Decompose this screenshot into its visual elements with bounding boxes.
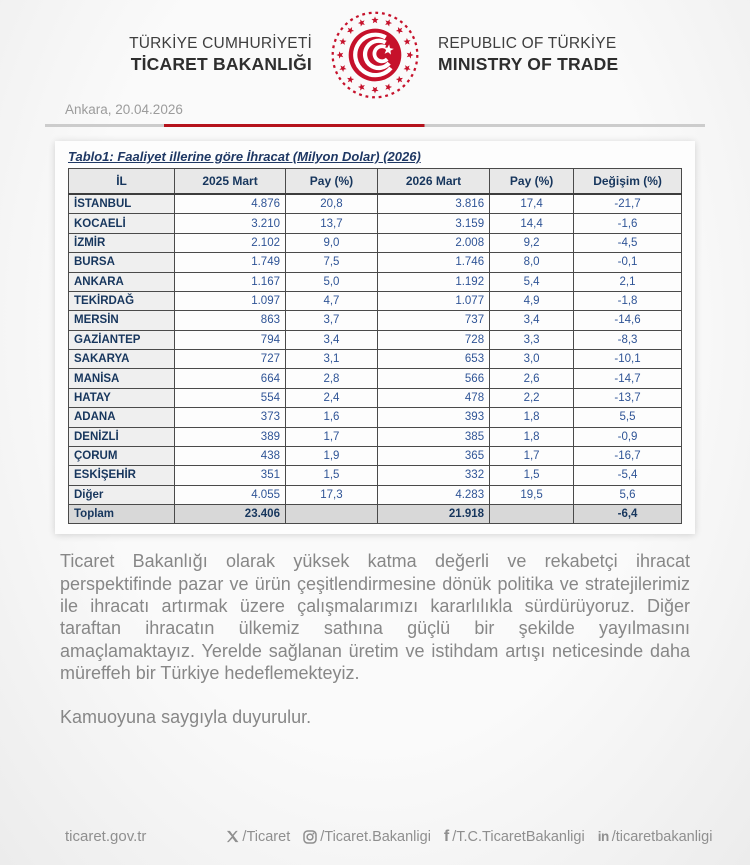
cell-2026-share: 4,9 [490,291,574,310]
cell-2026-share: 19,5 [490,485,574,504]
social-link-linkedin[interactable] [598,829,713,845]
cell-2025-share: 3,7 [285,311,377,330]
table-row [69,272,682,291]
col-header-il: İL [69,169,175,195]
cell-2026-value: 4.283 [377,485,489,504]
cell-2026-value: 728 [377,330,489,349]
cell-2025-share: 17,3 [285,485,377,504]
cell-province: MANİSA [69,369,175,388]
ministry-en-line2: MINISTRY OF TRADE [438,53,619,74]
header-divider [45,124,705,127]
col-header-degisim: Değişim (%) [574,169,682,195]
table-total-row [69,505,682,524]
total-label: Toplam [69,505,175,524]
cell-change: -1,8 [574,291,682,310]
social-link-instagram[interactable] [303,829,431,845]
cell-2025-value: 554 [175,388,286,407]
cell-2025-share: 5,0 [285,272,377,291]
cell-2026-value: 393 [377,408,489,427]
table-row [69,408,682,427]
social-link-facebook[interactable] [444,829,585,845]
social-handle: /ticaretbakanligi [611,828,713,845]
cell-province: DENİZLİ [69,427,175,446]
cell-province: SAKARYA [69,350,175,369]
cell-province: ANKARA [69,272,175,291]
cell-2025-value: 1.167 [175,272,286,291]
table-row [69,388,682,407]
cell-change: -0,1 [574,253,682,272]
cell-2026-value: 1.746 [377,253,489,272]
cell-change: -21,7 [574,194,682,214]
ministry-tr-line2: TİCARET BAKANLIĞI [130,53,312,74]
cell-2025-value: 373 [175,408,286,427]
facebook-icon: f [443,827,450,845]
social-handle: /Ticaret [242,828,291,845]
cell-2026-value: 653 [377,350,489,369]
cell-2025-value: 664 [175,369,286,388]
cell-province: İSTANBUL [69,194,175,214]
cell-change: 5,5 [574,408,682,427]
cell-change: -10,1 [574,350,682,369]
export-table [68,168,682,524]
ministry-name-turkish [50,35,312,75]
footer [0,828,750,845]
table-row [69,485,682,504]
cell-2026-value: 478 [377,388,489,407]
cell-change: -4,5 [574,233,682,252]
cell-2026-value: 566 [377,369,489,388]
table-row [69,446,682,465]
table-title: Tablo1: Faaliyet illerine göre İhracat (Milyon Dolar) (2026) [68,149,421,164]
cell-2025-share: 2,8 [285,369,377,388]
cell-2026-value: 332 [377,466,489,485]
total-2025-share [285,505,377,524]
cell-2025-share: 3,4 [285,330,377,349]
cell-2025-share: 1,5 [285,466,377,485]
table-row [69,330,682,349]
cell-2025-share: 13,7 [285,214,377,233]
announcement-paragraph: Ticaret Bakanlığı olarak yüksek katma değerli ve rekabetçi ihracat perspektifinde pazar ve ürün çeşitlendirmesine dönük politika ve stratejilerimiz ile ihracatı artırmak üzere çalışmalarımızı kararlılıkla sürdürüyoruz. Diğer taraftan ihracatın ülkemiz sathına güçlü bir şekilde yayılmasını amaçlamaktayız. Yerelde sağlanan üretim ve istihdam artışı neticesinde daha müreffeh bir Türkiye hedeflemekteyiz. [60,551,690,683]
table-row [69,427,682,446]
cell-2026-value: 385 [377,427,489,446]
cell-2025-value: 794 [175,330,286,349]
cell-2025-share: 20,8 [285,194,377,214]
cell-2026-share: 14,4 [490,214,574,233]
col-header-pay-2026: Pay (%) [490,169,574,195]
cell-2026-value: 365 [377,446,489,465]
cell-2025-value: 3.210 [175,214,286,233]
cell-2025-share: 4,7 [285,291,377,310]
cell-2026-value: 3.816 [377,194,489,214]
cell-province: Diğer [69,485,175,504]
cell-2026-share: 17,4 [490,194,574,214]
table-row [69,214,682,233]
cell-2025-value: 438 [175,446,286,465]
cell-province: HATAY [69,388,175,407]
cell-change: -13,7 [574,388,682,407]
cell-2026-value: 2.008 [377,233,489,252]
cell-2026-share: 1,5 [490,466,574,485]
cell-2026-value: 1.192 [377,272,489,291]
cell-2025-share: 2,4 [285,388,377,407]
table-row [69,369,682,388]
cell-2025-share: 1,7 [285,427,377,446]
cell-2025-value: 1.097 [175,291,286,310]
table-header [69,169,682,195]
cell-change: -5,4 [574,466,682,485]
cell-change: -0,9 [574,427,682,446]
cell-2025-value: 1.749 [175,253,286,272]
website-link[interactable]: ticaret.gov.tr [65,828,147,845]
col-header-2026-mart: 2026 Mart [377,169,489,195]
cell-province: KOCAELİ [69,214,175,233]
cell-2025-value: 2.102 [175,233,286,252]
dateline: Ankara, 20.04.2026 [65,102,183,117]
table-panel [55,141,695,534]
cell-2026-share: 3,4 [490,311,574,330]
social-handle: /T.C.TicaretBakanligi [452,828,585,845]
cell-2025-share: 1,6 [285,408,377,427]
cell-2026-share: 3,0 [490,350,574,369]
cell-change: -8,3 [574,330,682,349]
cell-2026-share: 8,0 [490,253,574,272]
cell-2026-value: 1.077 [377,291,489,310]
cell-2026-share: 3,3 [490,330,574,349]
cell-change: -16,7 [574,446,682,465]
cell-2025-value: 727 [175,350,286,369]
ministry-name-english [438,35,700,75]
cell-2025-value: 4.055 [175,485,286,504]
social-links [226,829,712,845]
cell-province: ÇORUM [69,446,175,465]
total-2026-value: 21.918 [377,505,489,524]
cell-change: -14,7 [574,369,682,388]
cell-2025-value: 351 [175,466,286,485]
table-row [69,194,682,214]
cell-2026-share: 1,7 [490,446,574,465]
cell-province: TEKİRDAĞ [69,291,175,310]
table-row [69,311,682,330]
table-row [69,233,682,252]
cell-province: ESKİŞEHİR [69,466,175,485]
total-2026-share [490,505,574,524]
cell-2026-value: 3.159 [377,214,489,233]
cell-province: BURSA [69,253,175,272]
cell-2025-share: 7,5 [285,253,377,272]
cell-change: -14,6 [574,311,682,330]
cell-2026-share: 9,2 [490,233,574,252]
x-icon [226,830,239,843]
table-body [69,194,682,505]
cell-2025-share: 9,0 [285,233,377,252]
cell-province: İZMİR [69,233,175,252]
masthead [0,0,750,102]
total-2025-value: 23.406 [175,505,286,524]
cell-province: ADANA [69,408,175,427]
linkedin-icon: in [597,828,609,844]
col-header-2025-mart: 2025 Mart [175,169,286,195]
cell-2025-value: 389 [175,427,286,446]
social-link-x[interactable] [226,829,290,845]
cell-change: 2,1 [574,272,682,291]
cell-2025-share: 3,1 [285,350,377,369]
instagram-icon [303,830,317,844]
cell-2025-value: 4.876 [175,194,286,214]
table-row [69,253,682,272]
closing-line: Kamuoyuna saygıyla duyurulur. [60,707,312,728]
cell-change: 5,6 [574,485,682,504]
ministry-en-line1: REPUBLIC OF TÜRKİYE [438,34,617,52]
cell-2025-value: 863 [175,311,286,330]
cell-change: -1,6 [574,214,682,233]
total-change: -6,4 [574,505,682,524]
social-handle: /Ticaret.Bakanligi [320,828,431,845]
cell-2025-share: 1,9 [285,446,377,465]
cell-2026-share: 2,6 [490,369,574,388]
cell-2026-share: 2,2 [490,388,574,407]
cell-2026-share: 5,4 [490,272,574,291]
cell-2026-share: 1,8 [490,408,574,427]
emblem-crescents [345,25,406,86]
cell-2026-share: 1,8 [490,427,574,446]
ministry-of-trade-emblem-icon [328,8,422,102]
table-row [69,466,682,485]
cell-province: GAZİANTEP [69,330,175,349]
cell-2026-value: 737 [377,311,489,330]
ministry-tr-line1: TÜRKİYE CUMHURİYETİ [129,34,312,52]
table-row [69,291,682,310]
col-header-pay-2025: Pay (%) [285,169,377,195]
table-row [69,350,682,369]
cell-province: MERSİN [69,311,175,330]
